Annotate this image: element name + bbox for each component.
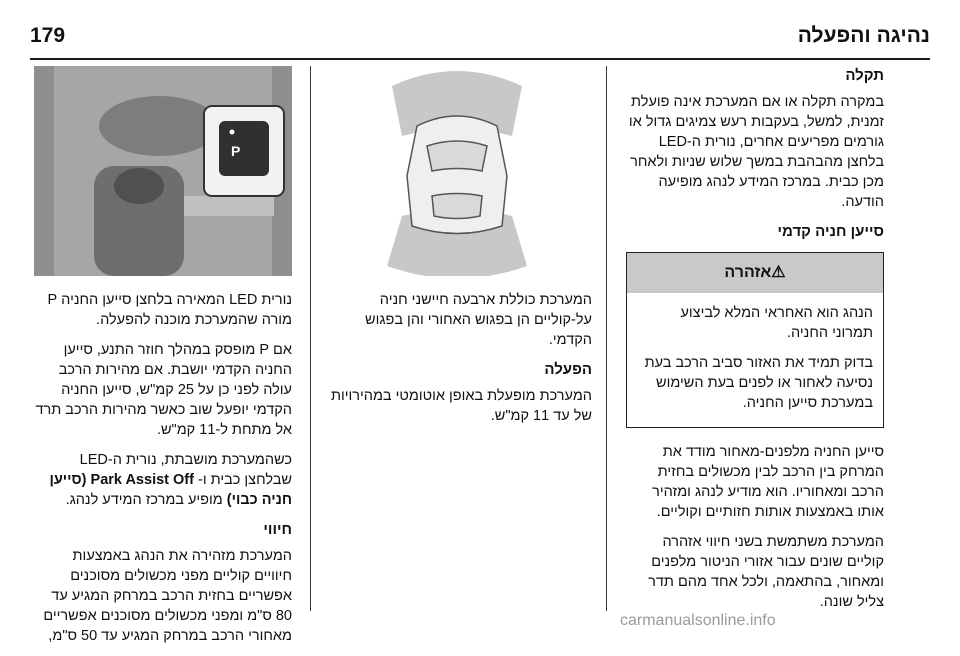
middle-column bbox=[324, 290, 592, 436]
operation-heading: הפעלה bbox=[544, 361, 592, 378]
warning-paragraph: בדוק תמיד את האזור סביב הרכב בעת נסיעה לאחור או לפנים בעת השימוש במערכת סייען החניה. bbox=[644, 355, 873, 411]
chapter-title: נהיגה והפעלה bbox=[797, 24, 930, 47]
page-number: 179 bbox=[30, 24, 66, 47]
watermark: carmanualsonline.info bbox=[620, 612, 776, 629]
column-divider bbox=[310, 66, 311, 611]
sensor-zones-illustration bbox=[322, 66, 592, 276]
warning-box bbox=[626, 252, 884, 428]
body-paragraph: המערכת מזהירה את הנהג באמצעות חיוויים קוליים מפני מכשולים מסוכנים אפשריים בחזית הרכב במרחק המגיע עד 80 ס"מ ומפני מכשולים מסוכנים אפשריים מאחורי הרכב במרחק המגיע עד 50 ס"מ, bbox=[43, 548, 292, 644]
park-assist-off-message: Park Assist Off (סייען חניה כבוי) bbox=[49, 472, 292, 508]
body-paragraph: נורית LED המאירה בלחצן סייען החניה P מורה שהמערכת מוכנה להפעלה. bbox=[47, 292, 292, 328]
body-paragraph: סייען החניה מלפנים-מאחור מודד את המרחק בין הרכב לבין מכשולים בחזית הרכב ומאחוריו. הוא מודיע לנהג ומזהיר אותו באמצעות אותות חזותיים וקוליים. bbox=[652, 444, 884, 520]
body-paragraph: המערכת מופעלת באופן אוטומטי במהירויות של עד 11 קמ"ש. bbox=[330, 388, 592, 424]
fault-heading: תקלה bbox=[845, 67, 884, 84]
header-rule bbox=[30, 58, 930, 60]
text-fragment: כשהמערכת מושבתת, נורית ה-LED שבלחצן כבית ו- bbox=[79, 452, 292, 488]
column-divider bbox=[606, 66, 607, 611]
warning-body bbox=[627, 293, 883, 427]
warning-triangle-icon: ⚠ bbox=[771, 264, 786, 281]
right-column bbox=[626, 66, 884, 622]
led-indicator-icon bbox=[230, 130, 235, 135]
indication-heading: חיווי bbox=[263, 521, 292, 538]
body-paragraph: המערכת משתמשת בשני חיווי אזהרה קוליים שונים עבור אזורי הניטור מלפנים ומאחור, בהתאמה, ולכל אחד מהם תדר צליל שונה. bbox=[648, 534, 884, 610]
park-assist-button-icon bbox=[219, 121, 269, 176]
body-paragraph: אם P מופסק במהלך חוזר התנע, סייען החניה הקדמי יושבת. אם מהירות הרכב עולה לפני כן על 25 קמ"ש, סייען החניה הקדמי יופעל שוב כאשר מהירות הרכב תרד אל מתחת ל-11 קמ"ש. bbox=[35, 342, 292, 438]
gear-knob-icon bbox=[114, 168, 164, 204]
warning-header bbox=[627, 253, 883, 293]
car-icon bbox=[407, 116, 507, 234]
body-paragraph bbox=[34, 450, 292, 510]
front-park-assist-heading: סייען חניה קדמי bbox=[777, 223, 884, 240]
console-button-illustration bbox=[34, 66, 292, 276]
svg-text:P: P bbox=[231, 143, 241, 159]
page-header bbox=[30, 24, 930, 56]
fault-paragraph: במקרה תקלה או אם המערכת אינה פועלת זמנית, למשל, בעקבות רעש צמיגים גדול או גורמים מפריעים אחרים, נורית ה-LED בלחצן מהבהבת במשך שלוש שניות ולאחר מכן כבית. במרכז המידע לנהג מופיעה הודעה. bbox=[628, 94, 884, 210]
text-fragment: מופיע במרכז המידע לנהג. bbox=[65, 492, 223, 508]
body-paragraph: המערכת כוללת ארבעה חיישני חניה על-קוליים הן בפגוש האחורי והן בפגוש הקדמי. bbox=[365, 292, 592, 348]
left-column bbox=[34, 290, 292, 656]
warning-paragraph: הנהג הוא האחראי המלא לביצוע תמרוני החניה. bbox=[680, 305, 873, 341]
warning-title: אזהרה bbox=[724, 264, 772, 281]
